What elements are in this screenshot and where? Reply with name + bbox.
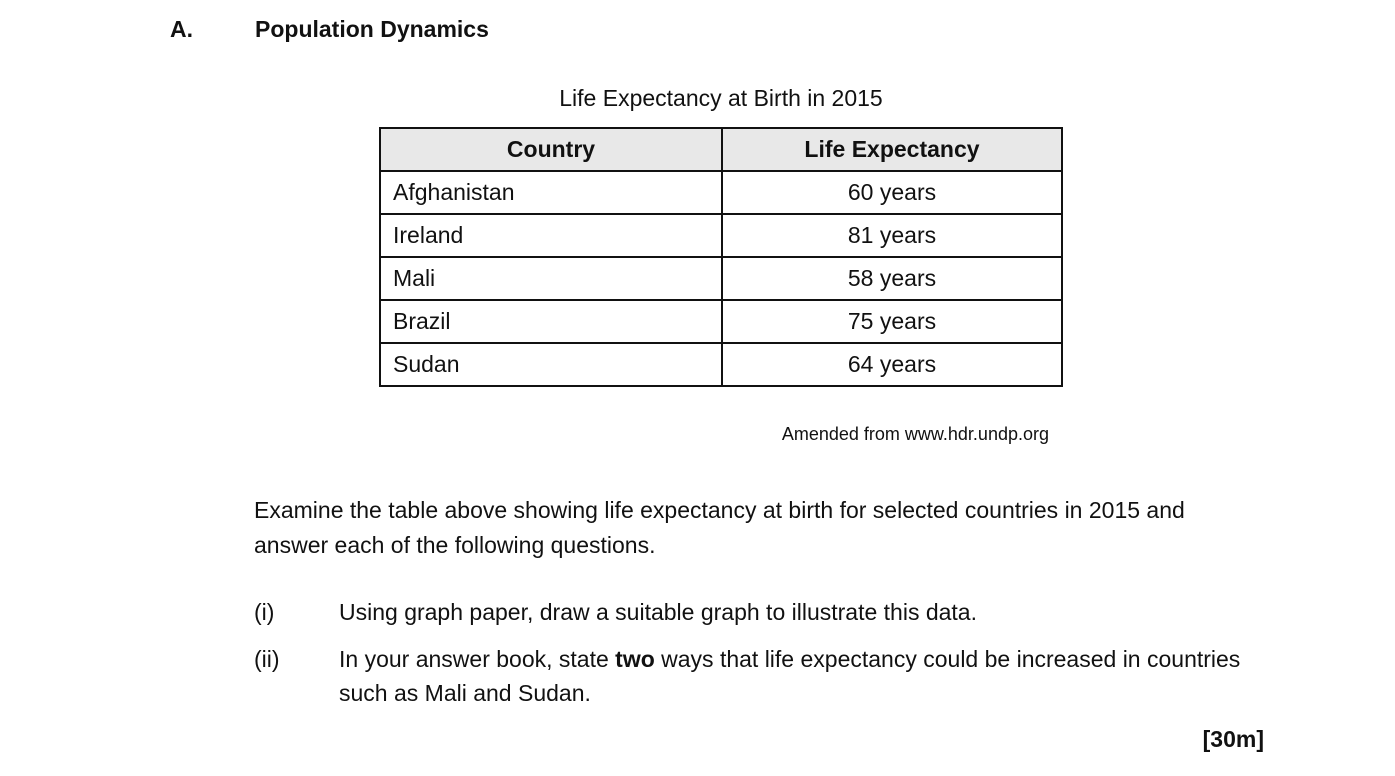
question-number: (ii) bbox=[254, 646, 280, 672]
life-expectancy-cell: 60 years bbox=[722, 171, 1062, 214]
table-source: Amended from www.hdr.undp.org bbox=[781, 424, 1049, 444]
country-cell: Ireland bbox=[380, 214, 722, 257]
instructions-text: Examine the table above showing life expectancy at birth for selected countries in 2015 and answer each of the following questions. bbox=[254, 497, 1185, 558]
question-text-part: ways that life expectancy could be increased in countries such as Mali and Sudan. bbox=[339, 646, 1241, 706]
column-header-life-expectancy: Life Expectancy bbox=[722, 128, 1062, 171]
question-text: Using graph paper, draw a suitable graph to illustrate this data. bbox=[339, 599, 977, 625]
column-header-country: Country bbox=[380, 128, 722, 171]
question-emphasis: two bbox=[615, 646, 655, 672]
country-cell: Brazil bbox=[380, 300, 722, 343]
life-expectancy-cell: 64 years bbox=[722, 343, 1062, 386]
section-letter: A. bbox=[170, 16, 193, 42]
question-number: (i) bbox=[254, 599, 275, 625]
table-row bbox=[380, 300, 1062, 343]
table-row bbox=[380, 343, 1062, 386]
life-expectancy-cell: 81 years bbox=[722, 214, 1062, 257]
question-text-part: In your answer book, state bbox=[339, 646, 616, 672]
country-cell: Afghanistan bbox=[380, 171, 722, 214]
table-caption: Life Expectancy at Birth in 2015 bbox=[559, 85, 883, 111]
life-expectancy-table bbox=[379, 127, 1063, 387]
marks-allocation: [30m] bbox=[1202, 726, 1264, 752]
table-row bbox=[380, 171, 1062, 214]
life-expectancy-cell: 58 years bbox=[722, 257, 1062, 300]
country-cell: Mali bbox=[380, 257, 722, 300]
table-row bbox=[380, 257, 1062, 300]
question-text bbox=[339, 642, 1264, 710]
table-header-row bbox=[380, 128, 1062, 171]
country-cell: Sudan bbox=[380, 343, 722, 386]
table-row bbox=[380, 214, 1062, 257]
life-expectancy-cell: 75 years bbox=[722, 300, 1062, 343]
section-title: Population Dynamics bbox=[255, 16, 489, 42]
